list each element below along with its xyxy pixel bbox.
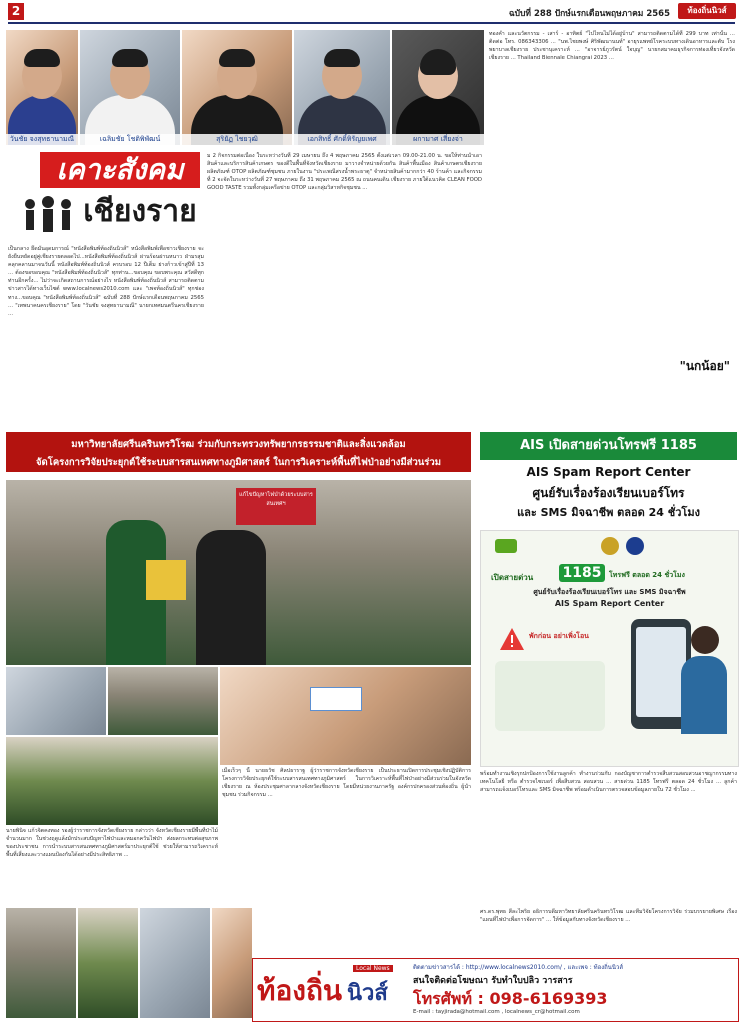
column-title-box bbox=[10, 152, 200, 242]
portrait-photo bbox=[182, 30, 292, 145]
ais-banner bbox=[480, 530, 739, 767]
article-body-right: เมื่อเร็วๆ นี้ นายธวัช ศิลปธาราฐ ผู้ว่าราชการจังหวัดเชียงราย เป็นประธานเปิดการประชุมเชิงปฏิบัติการ โครงการวิจัยประยุกต์ใช้ระบบสารสนเทศทางภูมิศาสตร์ ในการวิเคราะห์พื้นที่ไฟป่าอย่างมีส่วนร่วมในจังหวัดเชียงราย ณ ห้องประชุมศาลากลางจังหวัดเชียงราย โดยมีหน่วยงานภาครัฐ องค์กรปกครองส่วนท้องถิ่น ผู้นำชุมชน ร่วมกิจกรรม ... bbox=[222, 768, 471, 799]
police-emblem-icon bbox=[601, 537, 619, 555]
article-headline bbox=[6, 432, 471, 472]
header-rule bbox=[8, 22, 735, 24]
footer-logo-tag: Local News bbox=[353, 965, 393, 972]
footer-web: ติดตามข่าวสารได้ : http://www.localnews2010.com/ , และเพจ : ท้องถิ่นนิวส์ bbox=[413, 964, 624, 971]
footer-email: E-mail : tayjirada@hotmail.com , localnews_cr@hotmail.com bbox=[413, 1009, 580, 1015]
banner-report: AIS Spam Report Center bbox=[554, 599, 665, 608]
column-title-top: เคาะสังคม bbox=[40, 152, 200, 188]
footer-ad bbox=[252, 958, 739, 1022]
person-name: เอกสิทธิ์ ศักดิ์หิรัญยเพศ bbox=[294, 134, 390, 145]
article-photo-bottom bbox=[78, 908, 138, 1018]
article-main-photo bbox=[6, 480, 471, 665]
column-title-bottom: เชียงราย bbox=[83, 194, 197, 229]
footer-logo-sub: นิวส์ bbox=[347, 981, 388, 1006]
banner-center: ศูนย์รับเรื่องร้องเรียนเบอร์โทร และ SMS มิจฉาชีพ bbox=[533, 588, 686, 596]
column-right-text: ทองคำ และนวัตกรรม - เสาร์ - อาทิตย์ "ไปไหนไม่ได้อยู่บ้าน" สามารถติดตามได้ที่ 299 บาท เท่านั้น ... ติดต่อ โทร. 086343306 ... "นพ.ไชยพงษ์ ศิริพัฒนานนท์" อายุรแพทย์โรคระบบทางเดินอาหารและตับ โรงพยาบาลเชียงราย ประชานุเคราะห์ ... "อาจารย์ภูวรัตน์ ใจบุญ" นายกสมาคมธุรกิจการท่องเที่ยวจังหวัดเชียงราย ... Thailand Biennale Chiangrai 2023 ... bbox=[489, 31, 735, 62]
ais-body: พร้อมทำงานเชิงรุกปกป้องการใช้งานลูกค้า ทำงานร่วมกับ กองบัญชาการตำรวจสืบสวนสอบสวนอาชญากรรมทางเทคโนโลยี หรือ ตำรวจไซเบอร์ เพื่อสืบสวน สอบสวน ... สายด่วน 1185 โทรฟรี ตลอด 24 ชั่วโมง ... ลูกค้าสามารถแจ้งเบอร์โทรและ SMS มิจฉาชีพ พร้อมดำเนินการตรวจสอบข้อมูลภายใน 72 ชั่วโมง ... bbox=[480, 771, 737, 794]
article-photo-small bbox=[6, 667, 106, 735]
footer-promo: สนใจติดต่อโฆษณา รับทำใบปลิว วารสาร bbox=[413, 976, 573, 986]
page-number: 2 bbox=[8, 3, 24, 20]
article-photo-bottom bbox=[140, 908, 210, 1018]
article-photo-group bbox=[6, 737, 218, 825]
warning-icon bbox=[499, 626, 525, 652]
article-footer-text: ศร.ดร.พุทธ สีละไพริย อธิการบดีมหาวิทยาลัยศรีนครินทรวิโรฒ และทีมวิจัยโครงการวิจัย ร่วมบรรยายพิเศษ เรื่อง "แผนที่ไฟป่าเพื่อการจัดการ" ... ให้ข้อมูลกับทางจังหวัดเชียงราย ... bbox=[480, 909, 737, 924]
column-left-text: เป็นกลาง ยึดมั่นอุดมการณ์ "หนังสือพิมพ์ท้องถิ่นนิวส์" หนังสือพิมพ์เพื่อชาวเชียงราย จะยังยืนหยัดอยู่คู่เชียงรายตลอดไป...หนังสือพิมพ์ท้องถิ่นนิวส์ ผ่านร้อนผ่านหนาว ฝ่ามรสุมคลุกคลานมาจนวันนี้ หนังสือพิมพ์ท้องถิ่นนิวส์ ครบรอบ 12 ปีเต็ม ย่างก้าวเข้าสู่ปีที่ 13 ... ต้องขอขอบคุณ "หนังสือพิมพ์ท้องถิ่นนิวส์" ทุกท่าน...ขอบคุณ ขอบพระคุณ สวัสดีทุกท่านอีกครั้ง... ไม่ว่าจะเกิดสถานการณ์อย่างไร หนังสือพิมพ์ท้องถิ่นนิวส์ สามารถติดตามข่าวสารได้ทางเว็บไซต์ www.localnews2010.com และ "เพจท้องถิ่นนิวส์" ทุกช่องทาง...ขอบคุณ "หนังสือพิมพ์ท้องถิ่นนิวส์" ฉบับที่ 288 ปักษ์แรกเดือนพฤษภาคม 2565 ... "เทพนาคนครเชียงราย" โดย "วันชัย จงสุทธานามณี" นายกเทศมนตรีนครเชียงราย ... bbox=[8, 246, 204, 317]
article-photo-small bbox=[108, 667, 218, 735]
person-name: ผกามาศ เสี่ยงจ่า bbox=[392, 134, 484, 145]
article-photo-bottom bbox=[6, 908, 76, 1018]
page-header bbox=[0, 0, 743, 24]
ais-logo-icon bbox=[495, 539, 517, 553]
banner-number: 1185 bbox=[559, 564, 605, 582]
issue-line: ฉบับที่ 288 ปักษ์แรกเดือนพฤษภาคม 2565 bbox=[508, 9, 670, 19]
headline-line-1: มหาวิทยาลัยศรีนครินทรวิโรฒ ร่วมกับกระทรวงทรัพยากรธรรมชาติและสิ่งแวดล้อม bbox=[71, 439, 406, 450]
column-signature: "นกน้อย" bbox=[679, 359, 730, 373]
event-sign: แก้ไขปัญหาไฟป่าด้วยระบบสารสนเทศฯ bbox=[236, 488, 316, 525]
banner-free: โทรฟรี ตลอด 24 ชั่วโมง bbox=[609, 571, 685, 579]
portrait-photo bbox=[80, 30, 180, 145]
ais-title-bar bbox=[480, 432, 737, 460]
footer-phone: โทรศัพท์ : 098-6169393 bbox=[413, 989, 608, 1008]
article-body-bottom: นายพินิจ แก้วจิตคงทอง รองผู้ว่าราชการจังหวัดเชียงราย กล่าวว่า จังหวัดเชียงรายมีพื้นที่ป่าไม้จำนวนมาก ในช่วงฤดูแล้งมักประสบปัญหาไฟป่าและหมอกควันไฟป่า ส่งผลกระทบต่อสุขภาพของประชาชน การนำระบบสารสนเทศทางภูมิศาสตร์มาประยุกต์ใช้ ช่วยให้สามารถวิเคราะห์พื้นที่เสี่ยงและวางแผนป้องกันได้อย่างมีประสิทธิภาพ ... bbox=[6, 828, 218, 859]
banner-tip: พักก่อน อย่าเพิ่งโอน bbox=[529, 632, 589, 640]
ais-subtitle-2: ศูนย์รับเรื่องร้องเรียนเบอร์โทร bbox=[532, 486, 685, 500]
article-photo-bottom bbox=[212, 908, 252, 1018]
article-photo-handover bbox=[220, 667, 471, 765]
person-illustration bbox=[681, 626, 729, 736]
footer-logo-main: ท้องถิ่น bbox=[257, 974, 343, 1007]
header-logo: ท้องถิ่นนิวส์ bbox=[678, 3, 736, 19]
people-silhouette-icon bbox=[20, 194, 76, 232]
headline-line-2: จัดโครงการวิจัยประยุกต์ใช้ระบบสารสนเทศทางภูมิศาสตร์ ในการวิเคราะห์พื้นที่ไฟป่าอย่างมีส่วนร่วม bbox=[35, 457, 442, 468]
ais-subtitle-1: AIS Spam Report Center bbox=[526, 465, 691, 479]
portrait-photo bbox=[392, 30, 484, 145]
ais-title: AIS เปิดสายด่วนโทรฟรี 1185 bbox=[520, 438, 697, 453]
person-name: เฉลิมชัย โชติพิพัฒน์ bbox=[80, 134, 180, 145]
portrait-photo bbox=[6, 30, 78, 145]
cyber-police-icon bbox=[626, 537, 644, 555]
person-name: สุริยัฏ ไชยวุฒิ bbox=[182, 134, 292, 145]
ais-subtitle-3: และ SMS มิจฉาชีพ ตลอด 24 ชั่วโมง bbox=[517, 506, 700, 519]
person-name: วันชัย จงสุทธานามณี bbox=[6, 134, 78, 145]
banner-call: เปิดสายด่วน bbox=[491, 573, 534, 582]
portrait-photo bbox=[294, 30, 390, 145]
footer-logo bbox=[257, 965, 407, 1015]
column-mid-text: ม 2 กิจกรรมต่อเนื่อง ในระหว่างวันที่ 29 เมษายน ถึง 4 พฤษภาคม 2565 ตั้งแต่เวลา 09.00-21.00 น. ขอให้ท่านนำเอาสินค้าและบริการสินค้าเกษตร ของดีในพื้นที่จังหวัดเชียงราย มาวางจำหน่ายด้วยกัน สินค้าพื้นเมือง สินค้าเกษตรเชียงราย ผลิตภัณฑ์ OTOP ผลิตภัณฑ์ชุมชน ภายในงาน "ประเพณีสรงน้ำพระธาตุ" จำหน่ายสินค้ามากกว่า 40 ร้านค้า และกิจกรรมที่ 2 จะจัดในระหว่างวันที่ 27 พฤษภาคม ถึง 31 พฤษภาคม 2565 ณ ถนนคนเดิน เชียงราย ภายใต้แนวคิด CLEAN FOOD GOOD TASTE รวมทั้งกลุ่มเครือข่าย OTOP และกลุ่มวิสาหกิจชุมชน ... bbox=[207, 153, 482, 192]
